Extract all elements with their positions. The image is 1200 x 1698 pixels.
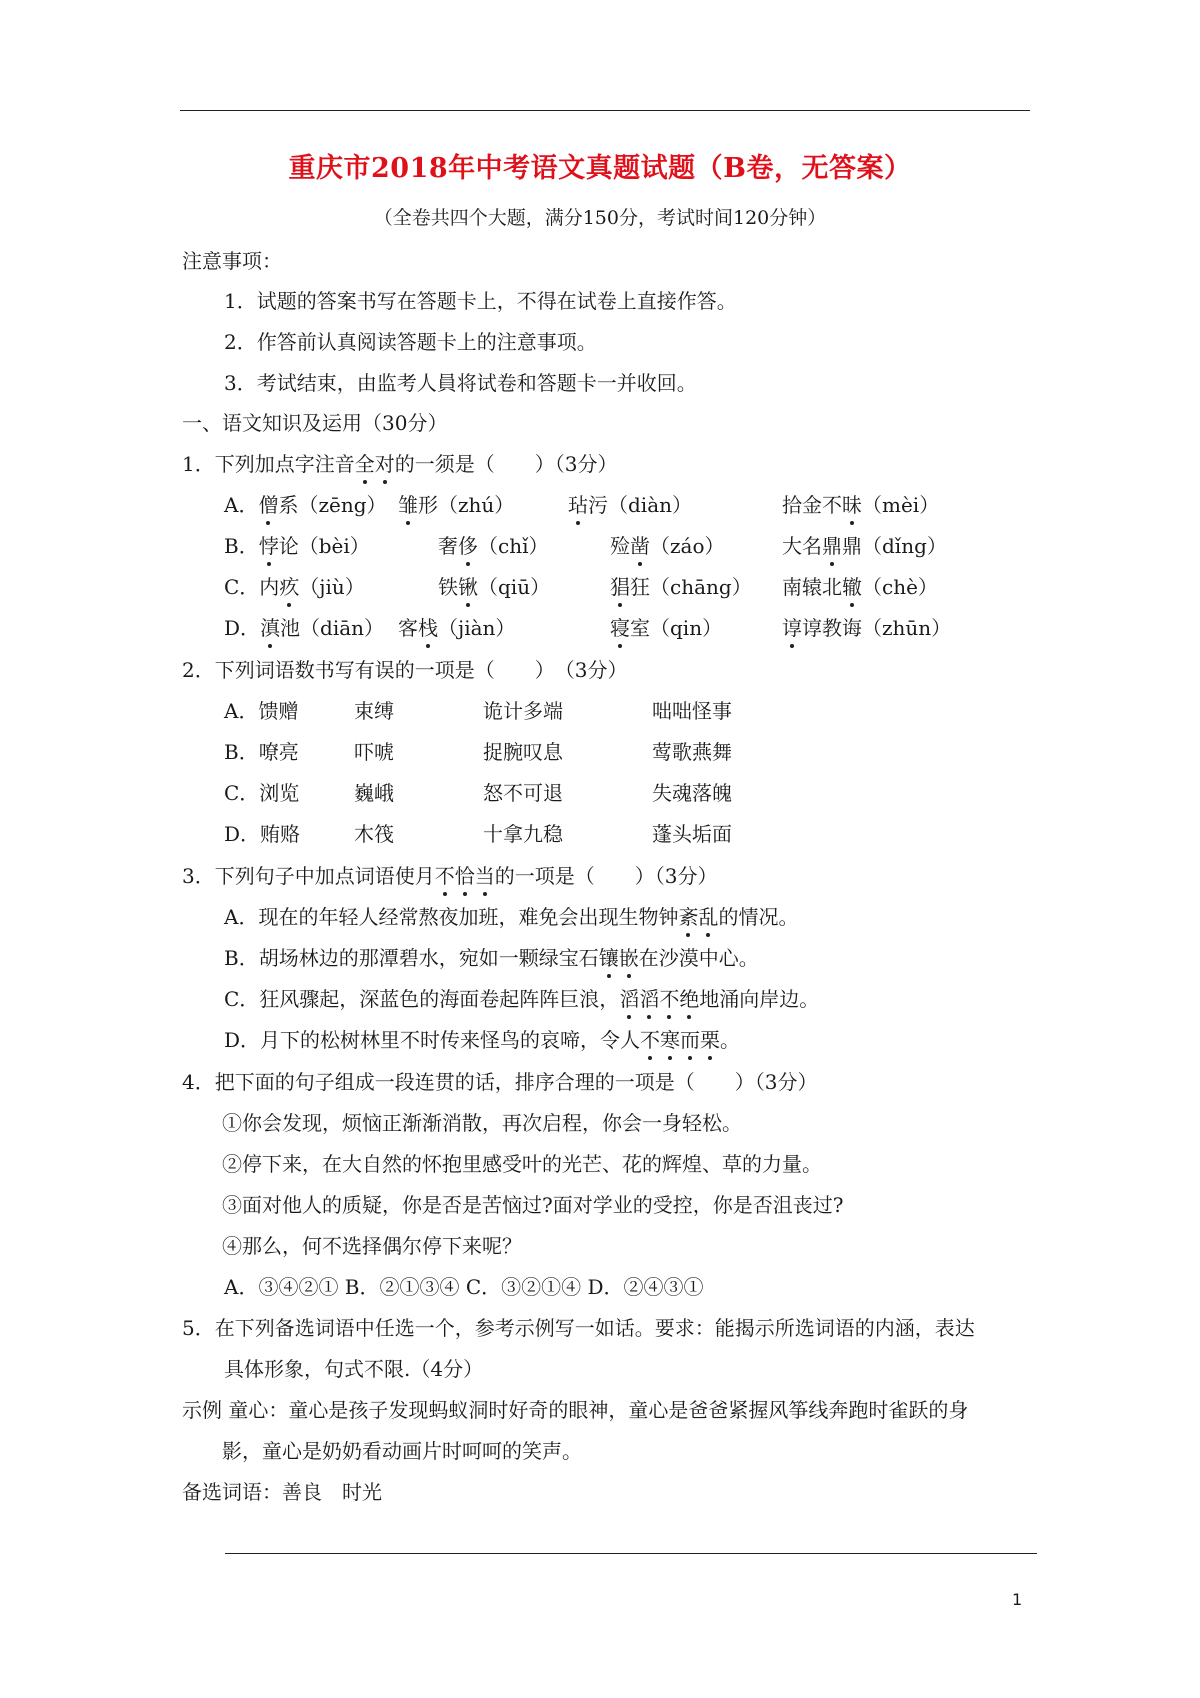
q4-sentence-4: ④那么，何不选择偶尔停下来呢？ bbox=[222, 1234, 522, 1258]
question-1-stem: 1．下列加点字注音全对的一须是（ ）（3分） bbox=[182, 452, 618, 476]
notice-item-2: 2．作答前认真阅读答题卡上的注意事项。 bbox=[224, 330, 597, 354]
q2-option-c-1: C．浏览 bbox=[224, 781, 300, 805]
exam-subtitle: （全卷共四个大题，满分150分，考试时间120分钟） bbox=[373, 207, 827, 229]
question-5-stem-line-1: 5．在下列备选词语中任选一个，参考示例写一如话。要求：能揭示所选词语的内涵，表达 bbox=[182, 1316, 975, 1340]
q2-option-d-3: 十拿九稳 bbox=[483, 822, 563, 846]
q1-option-b-4: 大名鼎鼎（dǐng） bbox=[782, 534, 947, 558]
notice-heading: 注意事项： bbox=[182, 249, 282, 273]
q1-option-c-4: 南辕北辙（chè） bbox=[782, 575, 938, 599]
exam-title: 重庆市2018年中考语文真题试题（B卷，无答案） bbox=[288, 153, 912, 184]
q5-example-line-2: 影，童心是奶奶看动画片时呵呵的笑声。 bbox=[222, 1439, 582, 1463]
q5-candidate-words: 备选词语：善良 时光 bbox=[182, 1480, 382, 1504]
q5-example-line-1: 示例 童心：童心是孩子发现蚂蚁洞时好奇的眼神，童心是爸爸紧握风筝线奔跑时雀跃的身 bbox=[182, 1398, 969, 1422]
q2-option-a-1: A．馈赠 bbox=[224, 699, 299, 723]
q2-option-c-2: 巍峨 bbox=[354, 781, 394, 805]
q2-option-b-1: B．嘹亮 bbox=[224, 740, 299, 764]
q2-option-d-1: D．贿赂 bbox=[224, 822, 301, 846]
q1-option-c-1: C．内疚（jiù） bbox=[224, 575, 365, 599]
q1-option-c-2: 铁锹（qiū） bbox=[438, 575, 551, 599]
q1-option-d-4: 谆谆教诲（zhūn） bbox=[782, 616, 952, 640]
q3-option-d: D．月下的松树林里不时传来怪鸟的哀啼，令人不寒而栗。 bbox=[224, 1028, 741, 1052]
question-2-stem: 2．下列词语数书写有误的一项是（ ） （3分） bbox=[182, 658, 628, 682]
question-3-stem: 3．下列句子中加点词语使月不恰当的一项是（ ）（3分） bbox=[182, 864, 718, 888]
q1-option-b-3: 殓凿（záo） bbox=[610, 534, 725, 558]
question-4-stem: 4．把下面的句子组成一段连贯的话，排序合理的一项是（ ）（3分） bbox=[182, 1070, 818, 1094]
section-1-heading: 一、语文知识及运用（30分） bbox=[182, 411, 448, 435]
q2-option-d-2: 木筏 bbox=[354, 822, 394, 846]
q1-option-a-1: A．僧系（zēng） bbox=[224, 493, 387, 517]
q2-option-a-3: 诡计多端 bbox=[483, 699, 563, 723]
q3-option-a: A．现在的年轻人经常熬夜加班，难免会出现生物钟紊乱的情况。 bbox=[224, 905, 799, 929]
q3-option-c: C．狂风骤起，深蓝色的海面卷起阵阵巨浪，滔滔不绝地涌向岸边。 bbox=[224, 987, 820, 1011]
q1-option-a-3: 玷污（diàn） bbox=[568, 493, 693, 517]
q2-option-c-3: 怒不可退 bbox=[483, 781, 563, 805]
q2-option-c-4: 失魂落魄 bbox=[652, 781, 732, 805]
notice-item-3: 3．考试结束，由监考人員将试卷和答题卡一并收回。 bbox=[224, 371, 697, 395]
q4-answer-options: A．③④②① B．②①③④ C．③②①④ D．②④③① bbox=[224, 1275, 704, 1299]
question-5-stem-line-2: 具体形象，句式不限.（4分） bbox=[224, 1357, 484, 1381]
q3-option-b: B．胡场林边的那潭碧水，宛如一颗绿宝石镶嵌在沙漠中心。 bbox=[224, 946, 759, 970]
notice-item-1: 1．试题的答案书写在答题卡上，不得在试卷上直接作答。 bbox=[224, 289, 737, 313]
q1-option-c-3: 猖狂（chāng） bbox=[610, 575, 752, 599]
q2-option-b-3: 捉腕叹息 bbox=[483, 740, 563, 764]
q1-option-d-2: 客栈（jiàn） bbox=[398, 616, 516, 640]
q4-sentence-1: ①你会发现，烦恼正渐渐消散，再次启程，你会一身轻松。 bbox=[222, 1111, 742, 1135]
q4-sentence-2: ②停下来，在大自然的怀抱里感受叶的光芒、花的辉煌、草的力量。 bbox=[222, 1152, 822, 1176]
q2-option-d-4: 蓬头垢面 bbox=[652, 822, 732, 846]
header-rule bbox=[180, 110, 1030, 111]
q2-option-b-4: 莺歌燕舞 bbox=[652, 740, 732, 764]
q1-option-b-1: B．悖论（bèi） bbox=[224, 534, 370, 558]
page-number: 1 bbox=[1012, 1590, 1023, 1609]
q2-option-a-2: 束缚 bbox=[354, 699, 394, 723]
q4-sentence-3: ③面对他人的质疑，你是否是苦恼过?面对学业的受控，你是否沮丧过? bbox=[222, 1193, 844, 1217]
q1-option-d-1: D．滇池（diān） bbox=[224, 616, 385, 640]
q2-option-a-4: 咄咄怪事 bbox=[652, 699, 732, 723]
q2-option-b-2: 吓唬 bbox=[354, 740, 394, 764]
q1-option-a-4: 拾金不昧（mèi） bbox=[782, 493, 940, 517]
q1-option-b-2: 奢侈（chǐ） bbox=[438, 534, 549, 558]
footer-rule bbox=[225, 1553, 1037, 1554]
q1-option-a-2: 雏形（zhú） bbox=[398, 493, 515, 517]
q1-option-d-3: 寝室（qin） bbox=[610, 616, 723, 640]
